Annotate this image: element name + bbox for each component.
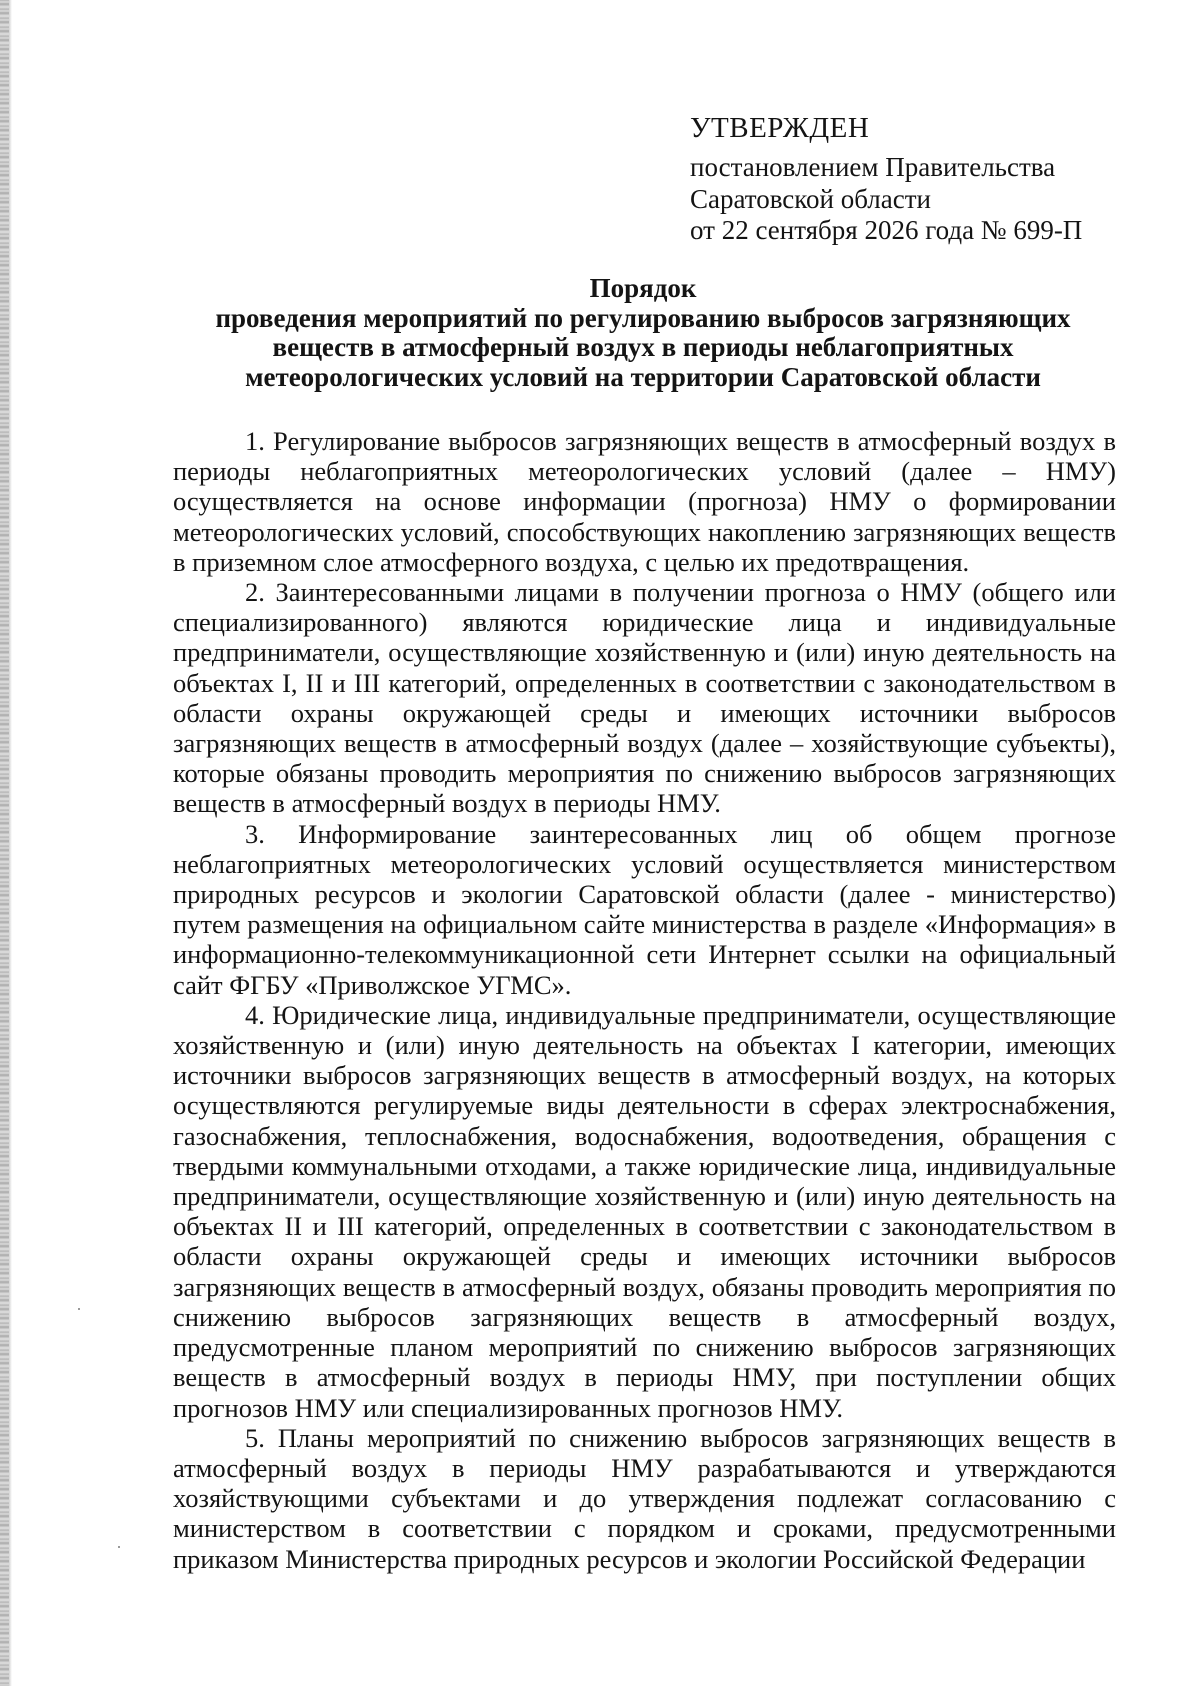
document-subtitle-line-1: проведения мероприятий по регулированию выбросов загрязняющих <box>215 302 1071 333</box>
scan-edge-fade <box>9 0 12 1686</box>
scan-edge-shadow <box>0 0 9 1686</box>
approval-stamp <box>690 110 1160 247</box>
paragraph-1: 1. Регулирование выбросов загрязняющих веществ в атмосферный воздух в периоды неблагоприятных метеорологических условий (далее – НМУ) осуществляется на основе информации (прогноза) НМУ о формировании метеорологических условий, способствующих накоплению загрязняющих веществ в приземном слое атмосферного воздуха, с целью их предотвращения. <box>173 426 1116 577</box>
document-subtitle-line-3: метеорологических условий на территории Саратовской области <box>245 361 1041 392</box>
approval-line-region: Саратовской области <box>690 183 931 214</box>
document-body <box>173 426 1116 1574</box>
approval-title: УТВЕРЖДЕН <box>690 112 870 144</box>
scan-speck <box>78 1308 80 1310</box>
approval-line-date-number: от 22 сентября 2026 года № 699-П <box>690 215 1083 245</box>
paragraph-4: 4. Юридические лица, индивидуальные предприниматели, осуществляющие хозяйственную и (или) иную деятельность на объектах I категории, имеющих источники выбросов загрязняющих веществ в атмосферный воздух, на которых осуществляются регулируемые виды деятельности в сферах электроснабжения, газоснабжения, теплоснабжения, водоснабжения, водоотведения, обращения с твердыми коммунальными отходами, а также юридические лица, индивидуальные предприниматели, осуществляющие хозяйственную и (или) иную деятельность на объектах II и III категорий, определенных в соответствии с законодательством в области охраны окружающей среды и имеющих источники выбросов загрязняющих веществ в атмосферный воздух, обязаны проводить мероприятия по снижению выбросов загрязняющих веществ в атмосферный воздух, предусмотренные планом мероприятий по снижению выбросов загрязняющих веществ в атмосферный воздух в периоды НМУ, при поступлении общих прогнозов НМУ или специализированных прогнозов НМУ. <box>173 999 1116 1423</box>
approval-line-resolution: постановлением Правительства <box>690 152 1056 182</box>
scan-speck <box>118 1546 120 1548</box>
paragraph-3: 3. Информирование заинтересованных лиц об общем прогнозе неблагоприятных метеорологических условий осуществляется министерством природных ресурсов и экологии Саратовской области (далее - министерство) путем размещения на официальном сайте министерства в разделе «Информация» в информационно-телекоммуникационной сети Интернет ссылки на официальный сайт ФГБУ «Приволжское УГМС». <box>173 818 1116 1000</box>
document-subtitle-line-2: веществ в атмосферный воздух в периоды неблагоприятных <box>272 332 1014 362</box>
document-heading <box>172 274 1114 392</box>
document-title: Порядок <box>589 273 697 303</box>
paragraph-5: 5. Планы мероприятий по снижению выбросов загрязняющих веществ в атмосферный воздух в периоды НМУ разрабатываются и утверждаются хозяйствующими субъектами и до утверждения подлежат согласованию с министерством в соответствии с порядком и сроками, предусмотренными приказом Министерства природных ресурсов и экологии Российской Федерации <box>173 1422 1116 1574</box>
paragraph-2: 2. Заинтересованными лицами в получении прогноза о НМУ (общего или специализированного) являются юридические лица и индивидуальные предприниматели, осуществляющие хозяйственную и (или) иную деятельность на объектах I, II и III категорий, определенных в соответствии с законодательством в области охраны окружающей среды и имеющих источники выбросов загрязняющих веществ в атмосферный воздух (далее – хозяйствующие субъекты), которые обязаны проводить мероприятия по снижению выбросов загрязняющих веществ в атмосферный воздух в периоды НМУ. <box>173 577 1116 819</box>
